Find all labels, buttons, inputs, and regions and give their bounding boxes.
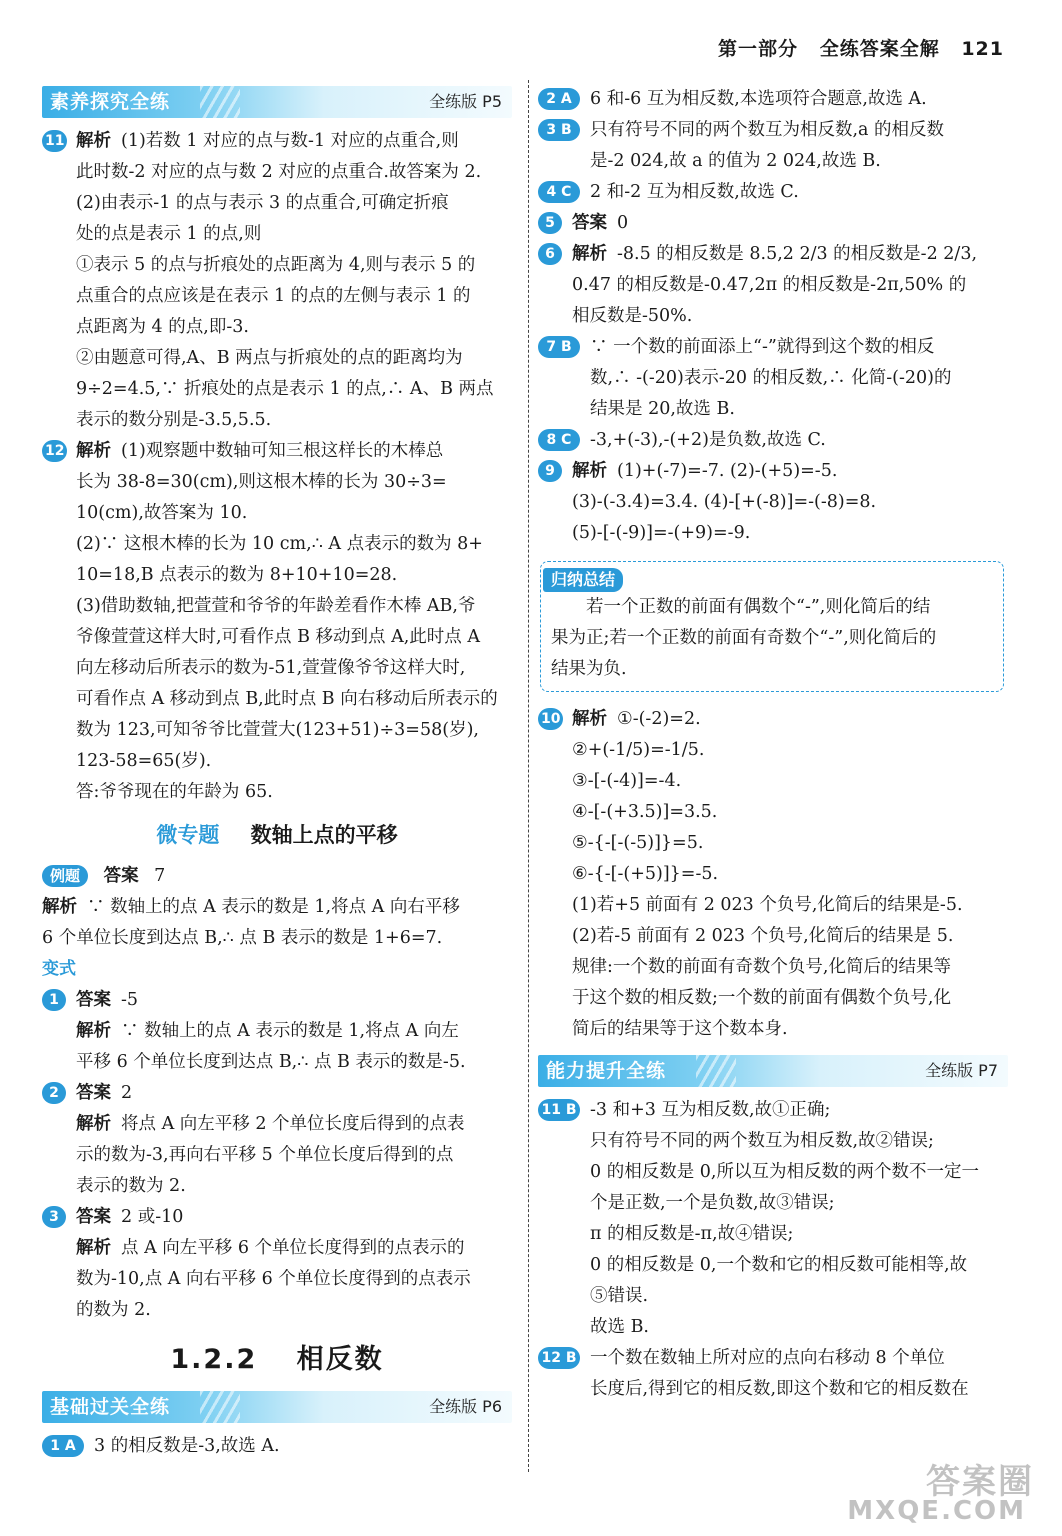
banner-ability	[538, 1055, 1008, 1087]
section-number: 1.2.2	[170, 1344, 258, 1375]
question-number: 11	[42, 130, 67, 152]
answer-line: 数为-10,点 A 向右平移 6 个单位长度得到的点表示	[76, 1269, 471, 1289]
answer-line: 数为 123,可知爷爷比萱萱大(123+51)÷3=58(岁),	[76, 720, 479, 740]
answer-line: 数,∴ -(-20)表示-20 的相反数,∴ 化简-(-20)的	[590, 368, 952, 388]
answer-tag: 答案	[76, 1083, 111, 1103]
question-4	[538, 177, 1008, 208]
answer-line: ⑤-{-[-(-5)]}=5.	[572, 833, 704, 853]
watermark-logo	[847, 1454, 1034, 1526]
question-8	[538, 425, 1008, 456]
question-number: 4 C	[538, 181, 580, 203]
answer-line: 解析 (1)观察题中数轴可知三根这样长的木棒总	[76, 441, 444, 461]
answer-line: 解析 (1)若数 1 对应的点与数-1 对应的点重合,则	[76, 131, 459, 151]
variant-answer: 2	[121, 1083, 133, 1103]
answer-line: ④-[-(+3.5)]=3.5.	[572, 802, 718, 822]
question-2	[538, 84, 1008, 115]
answer-tag: 答案	[572, 213, 607, 233]
answer-line: 处的点是表示 1 的点,则	[76, 224, 262, 244]
answer-line: ①-(-2)=2.	[617, 709, 701, 729]
watermark-text: 答案圈	[926, 1462, 1034, 1502]
answer-line: 此时数-2 对应的点与数 2 对应的点重合.故答案为 2.	[76, 162, 482, 182]
banner-ref: 全练版 P5	[429, 92, 502, 111]
answer-line: 示的数为-3,再向右平移 5 个单位长度后得到的点	[76, 1145, 454, 1165]
question-number: 12 B	[538, 1347, 580, 1369]
answer-line: 将点 A 向左平移 2 个单位长度后得到的点表	[121, 1114, 465, 1134]
question-7	[538, 332, 1008, 425]
question-11-right	[538, 1095, 1008, 1343]
answer-line: 10=18,B 点表示的数为 8+10+10=28.	[76, 565, 398, 585]
answer-line: 表示的数分别是-3.5,5.5.	[76, 410, 272, 430]
chevron-decoration	[200, 1391, 240, 1423]
banner-title: 能力提升全练	[546, 1060, 667, 1082]
variant-number: 3	[42, 1206, 66, 1228]
question-number: 1 A	[42, 1435, 84, 1457]
answer-line: 表示的数为 2.	[76, 1176, 186, 1196]
answer-line: (5)-[-(-9)]=-(+9)=-9.	[572, 523, 751, 543]
right-column	[538, 84, 1008, 1405]
answer-line: 简后的结果等于这个数本身.	[572, 1019, 788, 1039]
summary-tag: 归纳总结	[543, 568, 623, 592]
answer-line: (3)-(-3.4)=3.4. (4)-[+(-8)]=-(-8)=8.	[572, 492, 877, 512]
analysis-tag: 解析	[572, 244, 607, 264]
answer-line: 只有符号不同的两个数互为相反数,a 的相反数	[590, 120, 945, 140]
banner-ref: 全练版 P6	[429, 1397, 502, 1416]
banner-title: 素养探究全练	[50, 91, 171, 113]
answer-line: 0.47 的相反数是-0.47,2π 的相反数是-2π,50% 的	[572, 275, 967, 295]
micro-topic-heading	[42, 820, 512, 851]
variant-answer: -5	[121, 990, 139, 1010]
banner-literacy	[42, 86, 512, 118]
answer-line: 6 和-6 互为相反数,本选项符合题意,故选 A.	[590, 89, 927, 109]
analysis-tag: 解析	[76, 1238, 111, 1258]
answer-line: -3 和+3 互为相反数,故①正确;	[590, 1100, 831, 1120]
summary-line: 若一个正数的前面有偶数个“-”,则化简后的结	[586, 597, 931, 617]
answer-tag: 答案	[76, 1207, 111, 1227]
answer-line: 答:爷爷现在的年龄为 65.	[76, 782, 273, 802]
answer-line: ⑤错误.	[590, 1286, 649, 1306]
banner-title: 基础过关全练	[50, 1396, 171, 1418]
answer-line: 0	[617, 213, 629, 233]
answer-line: ②+(-1/5)=-1/5.	[572, 740, 705, 760]
question-number: 2 A	[538, 88, 580, 110]
answer-line: ⑥-{-[-(+5)]}=-5.	[572, 864, 719, 884]
analysis-tag: 解析	[572, 709, 607, 729]
answer-line: 2 和-2 互为相反数,故选 C.	[590, 182, 799, 202]
answer-line: 个是正数,一个是负数,故③错误;	[590, 1193, 835, 1213]
variant-3	[42, 1202, 512, 1326]
question-number: 12	[42, 440, 67, 462]
answer-line: 长为 38-8=30(cm),则这根木棒的长为 30÷3=	[76, 472, 447, 492]
section-title: 相反数	[296, 1344, 384, 1375]
column-divider	[528, 80, 529, 1472]
answer-tag: 答案	[103, 866, 139, 886]
answer-line: 于这个数的相反数;一个数的前面有偶数个负号,化	[572, 988, 951, 1008]
variant-number: 1	[42, 989, 66, 1011]
page-number: 121	[961, 38, 1004, 60]
answer-line: (2)由表示-1 的点与表示 3 的点重合,可确定折痕	[76, 193, 449, 213]
question-number: 6	[538, 243, 562, 265]
example-pill: 例题	[42, 865, 88, 887]
answer-tag: 答案	[76, 990, 111, 1010]
answer-line: 爷像萱萱这样大时,可看作点 B 移动到点 A,此时点 A	[76, 627, 481, 647]
answer-line: 结果是 20,故选 B.	[590, 399, 735, 419]
answer-line: ∵ 一个数的前面添上“-”就得到这个数的相反	[590, 337, 935, 357]
answer-line: 点重合的点应该是在表示 1 的点的左侧与表示 1 的	[76, 286, 471, 306]
answer-line: 只有符号不同的两个数互为相反数,故②错误;	[590, 1131, 934, 1151]
answer-line: ①表示 5 的点与折痕处的点距离为 4,则与表示 5 的	[76, 255, 476, 275]
answer-line: 点 A 向左平移 6 个单位长度得到的点表示的	[121, 1238, 465, 1258]
variant-number: 2	[42, 1082, 66, 1104]
analysis-tag: 解析	[572, 461, 607, 481]
question-10	[538, 704, 1008, 1045]
answer-line: ③-[-(-4)]=-4.	[572, 771, 682, 791]
answer-line: 规律:一个数的前面有奇数个负号,化简后的结果等	[572, 957, 951, 977]
answer-line: 是-2 024,故 a 的值为 2 024,故选 B.	[590, 151, 881, 171]
chevron-decoration	[696, 1055, 736, 1087]
answer-line: (2)∵ 这根木棒的长为 10 cm,∴ A 点表示的数为 8+	[76, 534, 483, 554]
header-title: 全练答案全解	[819, 38, 940, 60]
question-9	[538, 456, 1008, 549]
answer-line: (2)若-5 前面有 2 023 个负号,化简后的结果是 5.	[572, 926, 954, 946]
analysis-tag: 解析	[76, 441, 111, 461]
question-5	[538, 208, 1008, 239]
answer-line: 长度后,得到它的相反数,即这个数和它的相反数在	[590, 1379, 969, 1399]
variant-2	[42, 1078, 512, 1202]
answer-line: 向左移动后所表示的数为-51,萱萱像爷爷这样大时,	[76, 658, 466, 678]
analysis-tag: 解析	[76, 1114, 111, 1134]
question-11-left	[42, 126, 512, 436]
variant-answer: 2 或-10	[121, 1207, 184, 1227]
answer-line: 可看作点 A 移动到点 B,此时点 B 向右移动后所表示的	[76, 689, 498, 709]
header-part: 第一部分	[718, 38, 799, 60]
answer-line: 9÷2=4.5,∵ 折痕处的点是表示 1 的点,∴ A、B 两点	[76, 379, 494, 399]
question-12-right	[538, 1343, 1008, 1405]
banner-basic	[42, 1391, 512, 1423]
answer-line: 10(cm),故答案为 10.	[76, 503, 248, 523]
summary-line: 果为正;若一个正数的前面有奇数个“-”,则化简后的	[551, 628, 937, 648]
example-answer: 7	[154, 866, 166, 886]
answer-line: π 的相反数是-π,故④错误;	[590, 1224, 794, 1244]
answer-line: 123-58=65(岁).	[76, 751, 212, 771]
micro-topic-title: 数轴上点的平移	[250, 823, 398, 847]
answer-line: 故选 B.	[590, 1317, 649, 1337]
answer-line: 相反数是-50%.	[572, 306, 693, 326]
answer-line: ∵ 数轴上的点 A 表示的数是 1,将点 A 向左	[121, 1021, 459, 1041]
answer-line: 平移 6 个单位长度到达点 B,∴ 点 B 表示的数是-5.	[76, 1052, 466, 1072]
analysis-tag: 解析	[42, 897, 77, 917]
section-heading	[42, 1344, 512, 1375]
question-1	[42, 1431, 512, 1462]
question-number: 10	[538, 708, 563, 730]
answer-line: ∵ 数轴上的点 A 表示的数是 1,将点 A 向右平移	[87, 897, 460, 917]
answer-line: 6 个单位长度到达点 B,∴ 点 B 表示的数是 1+6=7.	[42, 928, 443, 948]
answer-line: ②由题意可得,A、B 两点与折痕处的点的距离均为	[76, 348, 463, 368]
variant-heading: 变式	[42, 959, 76, 979]
answer-line: 0 的相反数是 0,所以互为相反数的两个数不一定一	[590, 1162, 979, 1182]
analysis-tag: 解析	[76, 131, 111, 151]
question-number: 9	[538, 460, 562, 482]
banner-ref: 全练版 P7	[925, 1061, 998, 1080]
analysis-tag: 解析	[76, 1021, 111, 1041]
answer-line: -3,+(-3),-(+2)是负数,故选 C.	[590, 430, 826, 450]
micro-topic-label: 微专题	[156, 823, 220, 847]
answer-line: (1)若+5 前面有 2 023 个负号,化简后的结果是-5.	[572, 895, 963, 915]
chevron-decoration	[200, 86, 240, 118]
answer-line: 0 的相反数是 0,一个数和它的相反数可能相等,故	[590, 1255, 968, 1275]
answer-line: (1)+(-7)=-7. (2)-(+5)=-5.	[617, 461, 838, 481]
variant-1	[42, 985, 512, 1078]
left-column	[42, 84, 512, 1462]
question-3	[538, 115, 1008, 177]
answer-line: 的数为 2.	[76, 1300, 151, 1320]
answer-line: 点距离为 4 的点,即-3.	[76, 317, 249, 337]
summary-line: 结果为负.	[551, 659, 627, 679]
answer-line: 3 的相反数是-3,故选 A.	[94, 1436, 280, 1456]
question-12-left	[42, 436, 512, 808]
summary-box	[540, 561, 1004, 692]
answer-line: -8.5 的相反数是 8.5,2 2/3 的相反数是-2 2/3,	[617, 244, 978, 264]
question-number: 5	[538, 212, 562, 234]
example-block	[42, 861, 512, 954]
question-number: 11 B	[538, 1099, 580, 1121]
question-number: 8 C	[538, 429, 580, 451]
page-header	[704, 34, 1004, 61]
answer-line: 一个数在数轴上所对应的点向右移动 8 个单位	[590, 1348, 945, 1368]
question-6	[538, 239, 1008, 332]
question-number: 7 B	[538, 336, 580, 358]
answer-line: (3)借助数轴,把萱萱和爷爷的年龄差看作木棒 AB,爷	[76, 596, 476, 616]
watermark-url: MXQE.COM	[847, 1496, 1026, 1526]
question-number: 3 B	[538, 119, 580, 141]
